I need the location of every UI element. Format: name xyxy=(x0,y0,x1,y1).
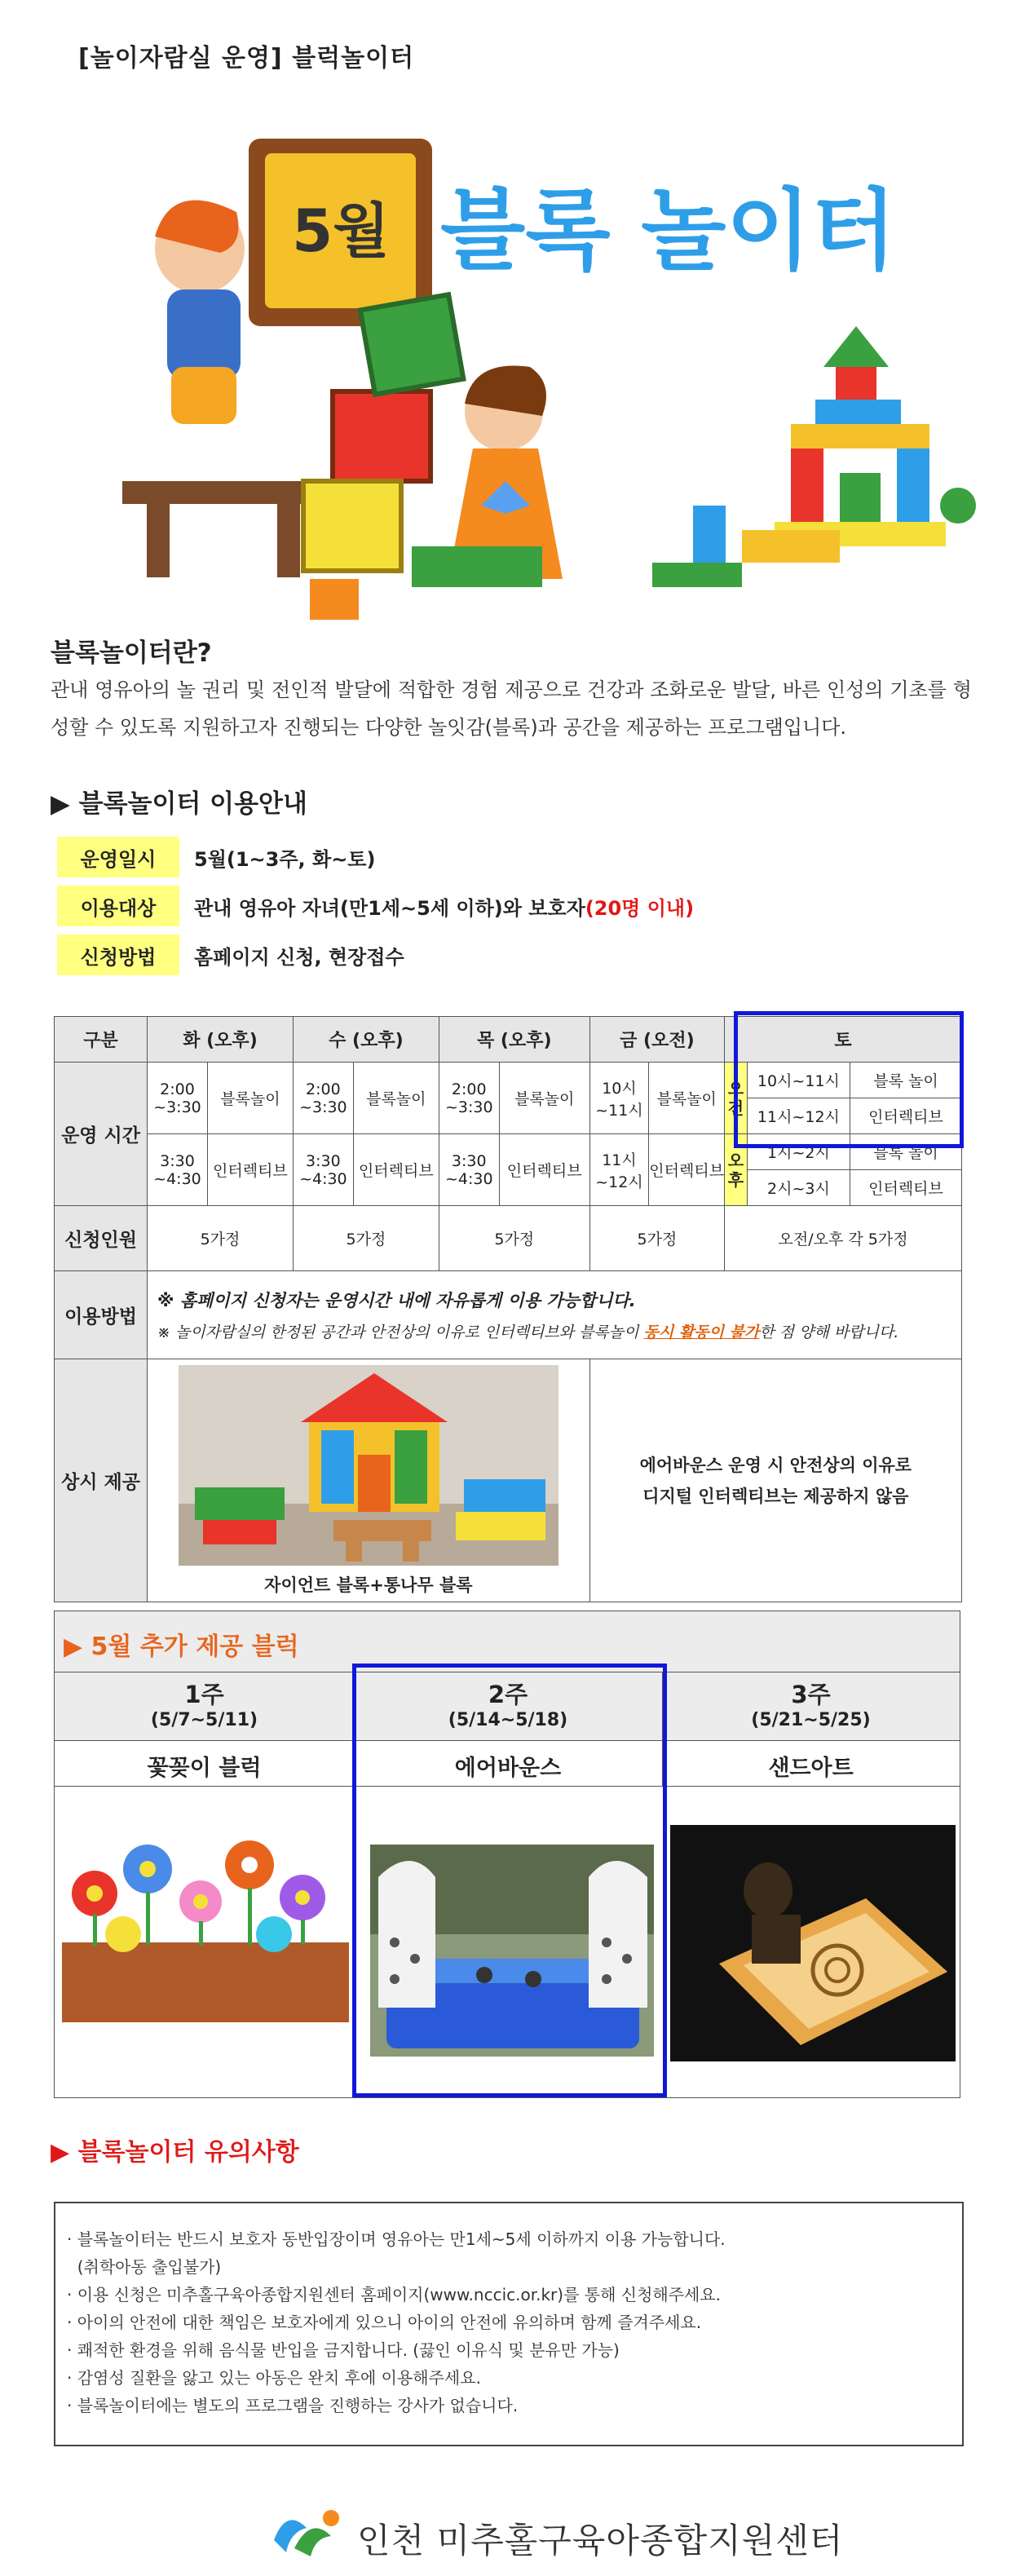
intro-heading: 블록놀이터란? xyxy=(51,638,212,668)
capacity-cell: 5가정 xyxy=(293,1206,439,1271)
program-cell: 블록 놀이 xyxy=(850,1134,962,1170)
regular-note: 에어바운스 운영 시 안전상의 이유로 디지털 인터렉티브는 제공하지 않음 xyxy=(589,1359,961,1602)
usage-text xyxy=(148,1271,962,1359)
week-dates: (5/7~5/11) xyxy=(150,1710,258,1730)
org-logo-icon xyxy=(266,2503,347,2561)
program-cell: 블록놀이 xyxy=(207,1063,293,1134)
program-cell: 블록놀이 xyxy=(499,1063,589,1134)
week-label: 2주 xyxy=(488,1681,528,1708)
time-cell: 1시~2시 xyxy=(747,1134,850,1170)
header-cell: 구분 xyxy=(55,1017,148,1063)
week-1-item: 꽃꽂이 블럭 xyxy=(147,1756,262,1781)
note-item: · 블록놀이터에는 별도의 프로그램을 진행하는 강사가 없습니다. xyxy=(67,2396,519,2415)
program-cell: 인터렉티브 xyxy=(207,1134,293,1206)
time-cell: 2:00 ~3:30 xyxy=(439,1063,499,1134)
header-cell: 수 (오후) xyxy=(293,1017,439,1063)
usage-line-2: ※ 놀이자람실의 한정된 공간과 안전상의 이유로 인터렉티브와 블록놀이 동시 활동이 불가한 점 양해 바랍니다. xyxy=(157,1323,899,1341)
capacity-cell: 5가정 xyxy=(148,1206,294,1271)
capacity-label: 신청인원 xyxy=(55,1206,148,1271)
time-cell: 10시 ~11시 xyxy=(589,1063,649,1134)
info-value: 홈페이지 신청, 현장접수 xyxy=(194,945,404,969)
time-cell: 2:00 ~3:30 xyxy=(293,1063,353,1134)
info-row-method xyxy=(57,935,404,975)
header-cell: 금 (오전) xyxy=(589,1017,724,1063)
week-dates: (5/14~5/18) xyxy=(448,1710,568,1730)
saturday-pm-label: 오후 xyxy=(725,1134,748,1206)
saturday-highlight-frame xyxy=(734,1011,964,1148)
giant-blocks-photo xyxy=(179,1365,558,1566)
note-item: · 이용 신청은 미추홀구육아종합지원센터 홈페이지(www.nccic.or.kr)를 통해 신청해주세요. xyxy=(67,2285,722,2304)
program-cell: 블록 놀이 xyxy=(850,1063,962,1098)
info-value: 5월(1~3주, 화~토) xyxy=(194,847,376,871)
capacity-cell: 5가정 xyxy=(439,1206,589,1271)
org-name: 인천 미추홀구육아종합지원센터 xyxy=(357,2521,844,2561)
time-cell: 3:30 ~4:30 xyxy=(148,1134,208,1206)
operation-label: 운영 시간 xyxy=(55,1063,148,1206)
note-item: · 감염성 질환을 앓고 있는 아동은 완치 후에 이용해주세요. xyxy=(67,2368,481,2388)
regular-label: 상시 제공 xyxy=(55,1359,148,1602)
hero-month: 5월 xyxy=(292,197,390,265)
sand-art-photo xyxy=(670,1825,956,2061)
program-cell: 인터렉티브 xyxy=(499,1134,589,1206)
program-cell: 인터렉티브 xyxy=(850,1098,962,1134)
saturday-am-label: 오전 xyxy=(725,1063,748,1134)
program-cell: 블록놀이 xyxy=(649,1063,725,1134)
week-label: 1주 xyxy=(184,1681,224,1708)
info-tag: 이용대상 xyxy=(57,886,179,926)
week-3-header xyxy=(662,1677,960,1730)
note-item: · 쾌적한 환경을 위해 음식물 반입을 금지합니다. (끓인 이유식 및 분유만 가능) xyxy=(67,2340,620,2360)
week-1-header xyxy=(55,1677,354,1730)
time-cell: 2:00 ~3:30 xyxy=(148,1063,208,1134)
note-item: · 블록놀이터는 반드시 보호자 동반입장이며 영유아는 만1세~5세 이하까지 이용 가능합니다. xyxy=(67,2229,726,2249)
capacity-cell: 5가정 xyxy=(589,1206,724,1271)
info-value: 관내 영유아 자녀(만1세~5세 이하)와 보호자(20명 이내) xyxy=(194,896,695,920)
regular-photo-cell xyxy=(148,1359,590,1602)
page-title: [놀이자람실 운영] 블럭놀이터 xyxy=(78,44,415,73)
guide-heading: ▶ 블록놀이터 이용안내 xyxy=(51,789,307,819)
header-cell: 목 (오후) xyxy=(439,1017,589,1063)
program-cell: 인터렉티브 xyxy=(850,1170,962,1206)
hero-title: 블록 놀이터 xyxy=(440,180,897,282)
info-row-schedule xyxy=(57,837,375,877)
note-item: (취학아동 출입불가) xyxy=(67,2257,222,2277)
week-label: 3주 xyxy=(791,1681,831,1708)
time-cell: 3:30 ~4:30 xyxy=(293,1134,353,1206)
time-cell: 3:30 ~4:30 xyxy=(439,1134,499,1206)
week-3-item: 샌드아트 xyxy=(768,1756,854,1781)
flower-blocks-photo xyxy=(62,1820,349,2022)
program-cell: 인터렉티브 xyxy=(353,1134,439,1206)
note-item: · 아이의 안전에 대한 책임은 보호자에게 있으니 아이의 안전에 유의하며 함께 즐겨주세요. xyxy=(67,2313,702,2332)
regular-caption: 자이언트 블록+통나무 블록 xyxy=(264,1575,473,1595)
notes-heading: ▶ 블록놀이터 유의사항 xyxy=(51,2138,299,2167)
hero-illustration xyxy=(122,122,978,644)
info-row-target xyxy=(57,886,694,926)
info-tag: 운영일시 xyxy=(57,837,179,877)
header-cell: 화 (오후) xyxy=(148,1017,294,1063)
week-dates: (5/21~5/25) xyxy=(751,1710,871,1730)
time-cell: 10시~11시 xyxy=(747,1063,850,1098)
info-tag: 신청방법 xyxy=(57,935,179,975)
program-cell: 블록놀이 xyxy=(353,1063,439,1134)
header-cell: 토 xyxy=(725,1017,962,1063)
week-2-item: 에어바운스 xyxy=(454,1756,562,1781)
time-cell: 11시~12시 xyxy=(747,1098,850,1134)
intro-text: 관내 영유아의 놀 권리 및 전인적 발달에 적합한 경험 제공으로 건강과 조화로운 발달, 바른 인성의 기초를 형성할 수 있도록 지원하고자 진행되는 다양한 놀잇감(블록)과 공간을 제공하는 프로그램입니다. xyxy=(51,678,972,739)
may-extra-title: ▶ 5월 추가 제공 블럭 xyxy=(64,1633,299,1661)
time-cell: 2시~3시 xyxy=(747,1170,850,1206)
capacity-cell: 오전/오후 각 5가정 xyxy=(725,1206,962,1271)
usage-line-1: ※ 홈페이지 신청자는 운영시간 내에 자유롭게 이용 가능합니다. xyxy=(157,1291,636,1310)
week-2-highlight-frame xyxy=(352,1664,667,2097)
time-cell: 11시 ~12시 xyxy=(589,1134,649,1206)
program-cell: 인터렉티브 xyxy=(649,1134,725,1206)
usage-label: 이용방법 xyxy=(55,1271,148,1359)
